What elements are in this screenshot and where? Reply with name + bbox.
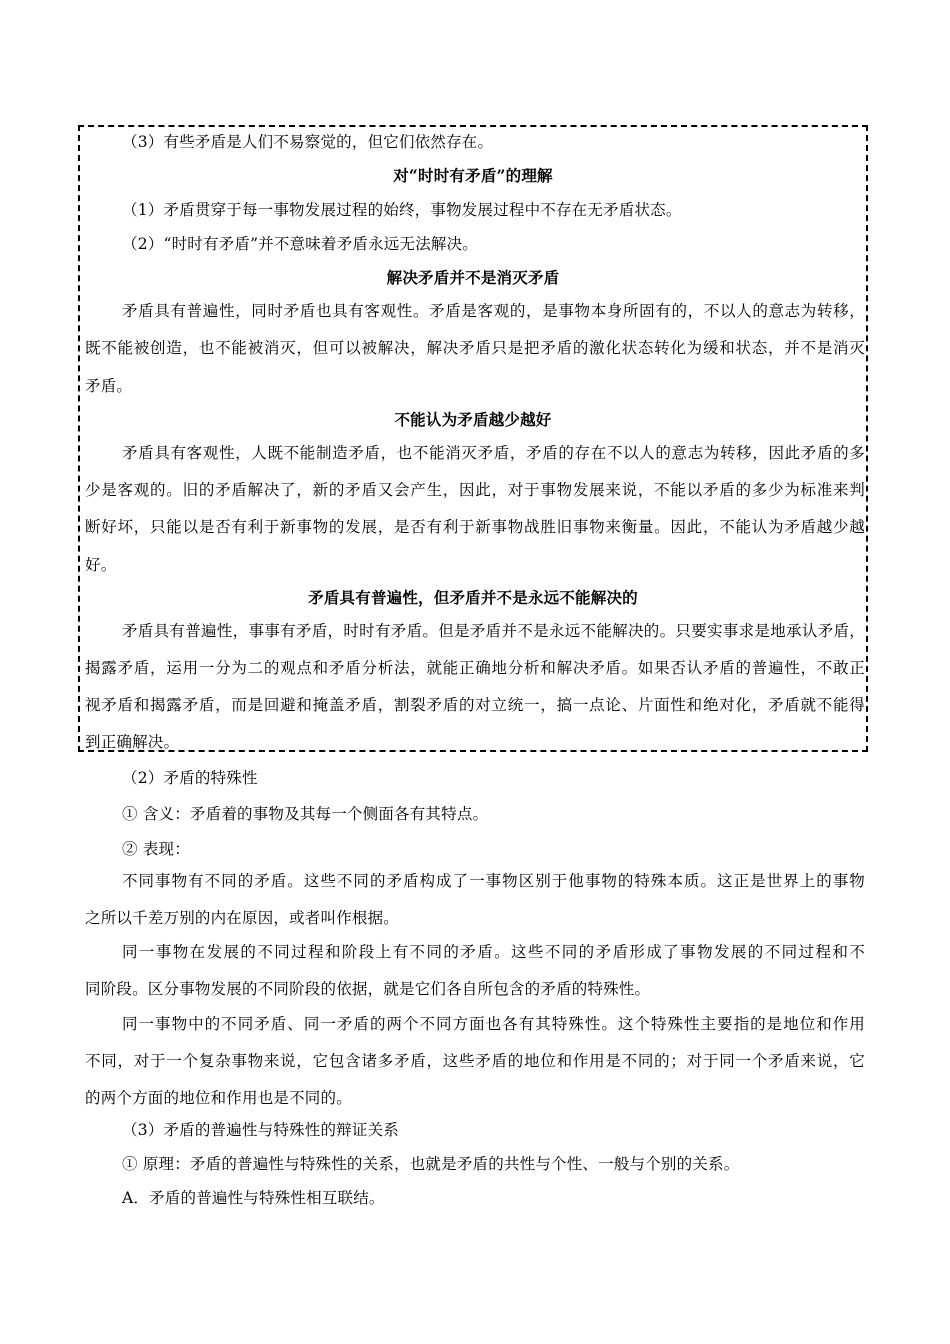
box-heading-4: 矛盾具有普遍性，但矛盾并不是永远不能解决的	[308, 588, 638, 607]
box-heading-1: 对“时时有矛盾”的理解	[393, 166, 553, 185]
para-6-line-1: 同一事物中的不同矛盾、同一矛盾的两个不同方面也各有其特殊性。这个特殊性主要指的是地位和作用	[122, 1015, 865, 1033]
para-6-line-3: 的两个方面的地位和作用也是不同的。	[85, 1089, 352, 1107]
box-para-3-line-1: 矛盾具有普遍性，事事有矛盾，时时有矛盾。但是矛盾并不是永远不能解决的。只要实事求是地承认矛盾，	[122, 622, 865, 640]
box-para-1-line-2: 既不能被创造，也不能被消灭，但可以被解决，解决矛盾只是把矛盾的激化状态转化为缓和状态，并不是消灭	[85, 339, 865, 357]
para-5-line-1: 同一事物在发展的不同过程和阶段上有不同的矛盾。这些不同的矛盾形成了事物发展的不同过程和不	[122, 943, 865, 961]
box-para-3-line-2: 揭露矛盾，运用一分为二的观点和矛盾分析法，就能正确地分析和解决矛盾。如果否认矛盾的普遍性，不敢正	[85, 659, 865, 677]
box-line-1: （3）有些矛盾是人们不易察觉的，但它们依然存在。	[122, 133, 494, 151]
box-para-3-line-4: 到正确解决。	[85, 733, 180, 751]
box-para-2-line-4: 好。	[85, 556, 117, 574]
section-title-dialectical-relation: （3）矛盾的普遍性与特殊性的辩证关系	[122, 1121, 399, 1139]
para-4-line-1: 不同事物有不同的矛盾。这些不同的矛盾构成了一事物区别于他事物的特殊本质。这正是世界上的事物	[122, 872, 865, 890]
box-para-2-line-2: 少是客观的。旧的矛盾解决了，新的矛盾又会产生，因此，对于事物发展来说，不能以矛盾的多少为标准来判	[85, 481, 865, 499]
box-line-3: （2）“时时有矛盾”并不意味着矛盾永远无法解决。	[122, 235, 479, 253]
box-para-2-line-1: 矛盾具有客观性，人既不能制造矛盾，也不能消灭矛盾，矛盾的存在不以人的意志为转移，因此矛盾的多	[122, 444, 865, 462]
definition-line: ① 含义：矛盾着的事物及其每一个侧面各有其特点。	[122, 805, 489, 823]
box-para-2-line-3: 断好坏，只能以是否有利于新事物的发展，是否有利于新事物战胜旧事物来衡量。因此，不能认为矛盾越少越	[85, 518, 865, 536]
box-para-3-line-3: 视矛盾和揭露矛盾，而是回避和掩盖矛盾，割裂矛盾的对立统一，搞一点论、片面性和绝对化，矛盾就不能得	[85, 696, 865, 714]
para-4-line-2: 之所以千差万别的内在原因，或者叫作根据。	[85, 909, 400, 927]
box-heading-3: 不能认为矛盾越少越好	[394, 410, 552, 429]
section-title-particularity: （2）矛盾的特殊性	[122, 769, 258, 787]
manifestation-label: ② 表现：	[122, 840, 190, 858]
para-5-line-2: 同阶段。区分事物发展的不同阶段的依据，就是它们各自所包含的矛盾的特殊性。	[85, 980, 651, 998]
box-line-2: （1）矛盾贯穿于每一事物发展过程的始终，事物发展过程中不存在无矛盾状态。	[122, 201, 682, 219]
box-para-1-line-3: 矛盾。	[85, 377, 133, 395]
box-heading-2: 解决矛盾并不是消灭矛盾	[386, 268, 560, 287]
box-para-1-line-1: 矛盾具有普遍性，同时矛盾也具有客观性。矛盾是客观的，是事物本身所固有的，不以人的意志为转移，	[122, 302, 865, 320]
principle-line: ① 原理：矛盾的普遍性与特殊性的关系，也就是矛盾的共性与个性、一般与个别的关系。	[122, 1155, 740, 1173]
point-a-line: A．矛盾的普遍性与特殊性相互联结。	[122, 1189, 385, 1207]
para-6-line-2: 不同，对于一个复杂事物来说，它包含诸多矛盾，这些矛盾的地位和作用是不同的；对于同一个矛盾来说，它	[85, 1052, 865, 1070]
